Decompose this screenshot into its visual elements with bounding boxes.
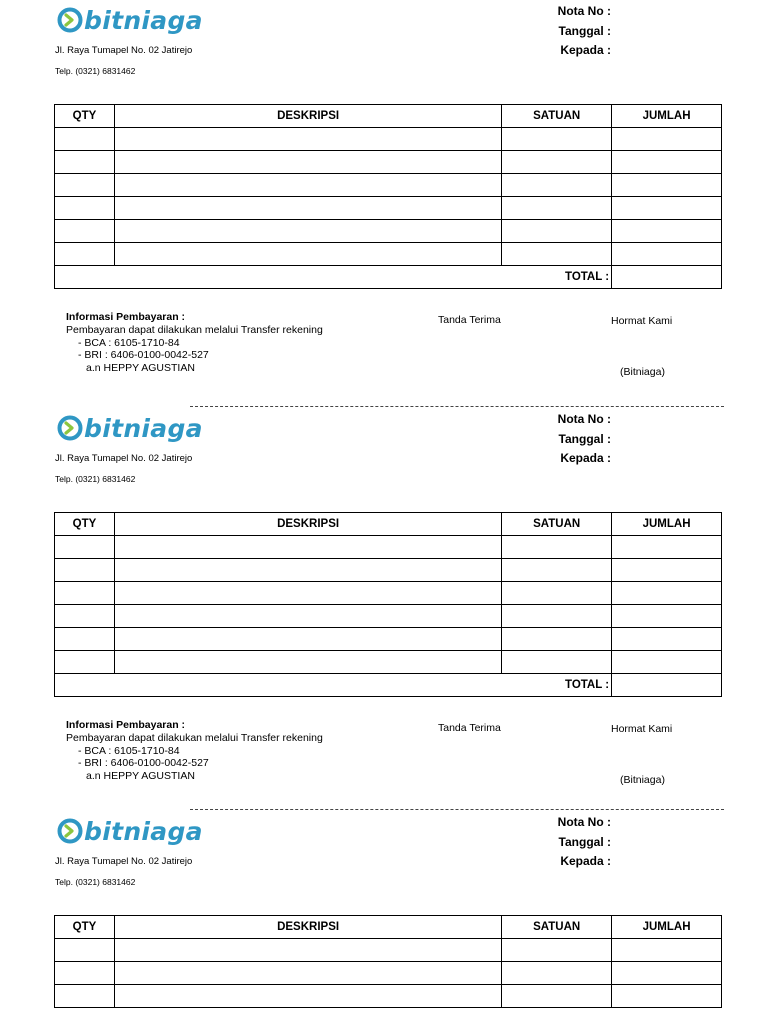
jumlah-cell[interactable]: [612, 962, 722, 985]
items-table: [54, 104, 722, 289]
table-row: [55, 128, 722, 151]
deskripsi-cell[interactable]: [114, 220, 501, 243]
satuan-cell[interactable]: [502, 151, 612, 174]
jumlah-cell[interactable]: [612, 536, 722, 559]
qty-cell[interactable]: [55, 151, 115, 174]
tanggal-label: Tanggal :: [558, 431, 611, 446]
table-header-row: [55, 513, 722, 536]
payment-info: [66, 311, 323, 375]
payment-title: Informasi Pembayaran :: [66, 719, 186, 731]
total-label: TOTAL :: [55, 674, 612, 697]
jumlah-cell[interactable]: [612, 939, 722, 962]
table-row: [55, 174, 722, 197]
deskripsi-cell[interactable]: [114, 128, 501, 151]
deskripsi-cell[interactable]: [114, 628, 501, 651]
table-row: [55, 628, 722, 651]
table-row: [55, 559, 722, 582]
qty-header: QTY: [55, 916, 115, 939]
jumlah-cell[interactable]: [612, 628, 722, 651]
satuan-cell[interactable]: [502, 174, 612, 197]
invoice-3: [0, 811, 768, 1024]
jumlah-header: JUMLAH: [612, 105, 722, 128]
satuan-cell[interactable]: [502, 197, 612, 220]
invoice-2: [0, 408, 768, 808]
table-row: [55, 536, 722, 559]
jumlah-header: JUMLAH: [612, 916, 722, 939]
nota-no-label: Nota No :: [557, 412, 611, 426]
jumlah-cell[interactable]: [612, 582, 722, 605]
kepada-label: Kepada :: [560, 451, 611, 465]
payment-holder: a.n HEPPY AGUSTIAN: [86, 362, 195, 375]
satuan-cell[interactable]: [502, 536, 612, 559]
qty-cell[interactable]: [55, 962, 115, 985]
deskripsi-header: DESKRIPSI: [114, 105, 501, 128]
address: Jl. Raya Tumapel No. 02 Jatirejo: [55, 453, 193, 464]
qty-cell[interactable]: [55, 536, 115, 559]
invoice-meta: [500, 2, 611, 61]
table-row: [55, 582, 722, 605]
tanda-terima-label: Tanda Terima: [438, 314, 501, 326]
table-row: [55, 962, 722, 985]
table-row: [55, 651, 722, 674]
logo: [57, 814, 203, 848]
satuan-cell[interactable]: [502, 559, 612, 582]
table-header-row: [55, 105, 722, 128]
jumlah-cell[interactable]: [612, 197, 722, 220]
total-value-cell[interactable]: [612, 266, 722, 289]
table-row: [55, 243, 722, 266]
logo-text: bitniaga: [84, 816, 203, 846]
deskripsi-cell[interactable]: [114, 174, 501, 197]
tanggal-label: Tanggal :: [558, 834, 611, 849]
invoice-meta: [500, 410, 611, 469]
qty-cell[interactable]: [55, 582, 115, 605]
satuan-cell[interactable]: [502, 985, 612, 1008]
payment-title: Informasi Pembayaran :: [66, 311, 186, 323]
jumlah-cell[interactable]: [612, 128, 722, 151]
deskripsi-cell[interactable]: [114, 536, 501, 559]
phone: Telp. (0321) 6831462: [55, 474, 136, 484]
table-row: [55, 220, 722, 243]
qty-cell[interactable]: [55, 651, 115, 674]
bitniaga-logo-icon: [57, 818, 83, 844]
satuan-cell[interactable]: [502, 605, 612, 628]
satuan-cell[interactable]: [502, 939, 612, 962]
payment-info: [66, 719, 323, 783]
table-header-row: [55, 916, 722, 939]
deskripsi-cell[interactable]: [114, 151, 501, 174]
deskripsi-cell[interactable]: [114, 985, 501, 1008]
invoice-1: [0, 0, 768, 400]
deskripsi-header: DESKRIPSI: [114, 916, 501, 939]
satuan-cell[interactable]: [502, 220, 612, 243]
jumlah-cell[interactable]: [612, 220, 722, 243]
qty-cell[interactable]: [55, 605, 115, 628]
jumlah-cell[interactable]: [612, 605, 722, 628]
deskripsi-cell[interactable]: [114, 559, 501, 582]
satuan-cell[interactable]: [502, 651, 612, 674]
kepada-label: Kepada :: [560, 854, 611, 868]
deskripsi-header: DESKRIPSI: [114, 513, 501, 536]
phone: Telp. (0321) 6831462: [55, 877, 136, 887]
qty-cell[interactable]: [55, 220, 115, 243]
payment-holder: a.n HEPPY AGUSTIAN: [86, 770, 195, 783]
logo-text: bitniaga: [84, 413, 203, 443]
qty-cell[interactable]: [55, 174, 115, 197]
satuan-cell[interactable]: [502, 582, 612, 605]
total-row: [55, 674, 722, 697]
cut-line: [190, 406, 724, 407]
address: Jl. Raya Tumapel No. 02 Jatirejo: [55, 45, 193, 56]
logo: [57, 3, 203, 37]
logo-text: bitniaga: [84, 5, 203, 35]
deskripsi-cell[interactable]: [114, 605, 501, 628]
satuan-cell[interactable]: [502, 962, 612, 985]
kepada-label: Kepada :: [560, 43, 611, 57]
jumlah-cell[interactable]: [612, 985, 722, 1008]
logo: [57, 411, 203, 445]
qty-cell[interactable]: [55, 243, 115, 266]
total-value-cell[interactable]: [612, 674, 722, 697]
company-signature: (Bitniaga): [620, 366, 665, 378]
deskripsi-cell[interactable]: [114, 962, 501, 985]
cut-line: [190, 809, 724, 810]
deskripsi-cell[interactable]: [114, 582, 501, 605]
satuan-cell[interactable]: [502, 628, 612, 651]
jumlah-cell[interactable]: [612, 174, 722, 197]
jumlah-header: JUMLAH: [612, 513, 722, 536]
payment-bca: - BCA : 6105-1710-84: [78, 336, 180, 349]
bitniaga-logo-icon: [57, 7, 83, 33]
nota-no-label: Nota No :: [557, 815, 611, 829]
deskripsi-cell[interactable]: [114, 197, 501, 220]
deskripsi-cell[interactable]: [114, 243, 501, 266]
items-table: [54, 512, 722, 697]
payment-bca: - BCA : 6105-1710-84: [78, 744, 180, 757]
table-row: [55, 605, 722, 628]
qty-cell[interactable]: [55, 197, 115, 220]
jumlah-cell[interactable]: [612, 243, 722, 266]
company-signature: (Bitniaga): [620, 774, 665, 786]
payment-bri: - BRI : 6406-0100-0042-527: [78, 349, 209, 362]
qty-cell[interactable]: [55, 128, 115, 151]
satuan-cell[interactable]: [502, 128, 612, 151]
qty-cell[interactable]: [55, 559, 115, 582]
table-row: [55, 151, 722, 174]
payment-intro: Pembayaran dapat dilakukan melalui Transfer rekening: [66, 731, 323, 744]
nota-no-label: Nota No :: [557, 4, 611, 18]
address: Jl. Raya Tumapel No. 02 Jatirejo: [55, 856, 193, 867]
table-row: [55, 985, 722, 1008]
total-label: TOTAL :: [55, 266, 612, 289]
payment-bri: - BRI : 6406-0100-0042-527: [78, 757, 209, 770]
table-row: [55, 197, 722, 220]
tanggal-label: Tanggal :: [558, 23, 611, 38]
jumlah-cell[interactable]: [612, 559, 722, 582]
invoice-meta: [500, 813, 611, 872]
tanda-terima-label: Tanda Terima: [438, 722, 501, 734]
qty-cell[interactable]: [55, 985, 115, 1008]
satuan-header: SATUAN: [502, 105, 612, 128]
qty-cell[interactable]: [55, 628, 115, 651]
qty-header: QTY: [55, 105, 115, 128]
qty-cell[interactable]: [55, 939, 115, 962]
items-table: [54, 915, 722, 1008]
satuan-header: SATUAN: [502, 916, 612, 939]
hormat-kami-label: Hormat Kami: [611, 315, 673, 327]
bitniaga-logo-icon: [57, 415, 83, 441]
phone: Telp. (0321) 6831462: [55, 66, 136, 76]
jumlah-cell[interactable]: [612, 651, 722, 674]
payment-intro: Pembayaran dapat dilakukan melalui Transfer rekening: [66, 323, 323, 336]
jumlah-cell[interactable]: [612, 151, 722, 174]
satuan-header: SATUAN: [502, 513, 612, 536]
hormat-kami-label: Hormat Kami: [611, 723, 673, 735]
qty-header: QTY: [55, 513, 115, 536]
total-row: [55, 266, 722, 289]
table-row: [55, 939, 722, 962]
satuan-cell[interactable]: [502, 243, 612, 266]
deskripsi-cell[interactable]: [114, 651, 501, 674]
deskripsi-cell[interactable]: [114, 939, 501, 962]
